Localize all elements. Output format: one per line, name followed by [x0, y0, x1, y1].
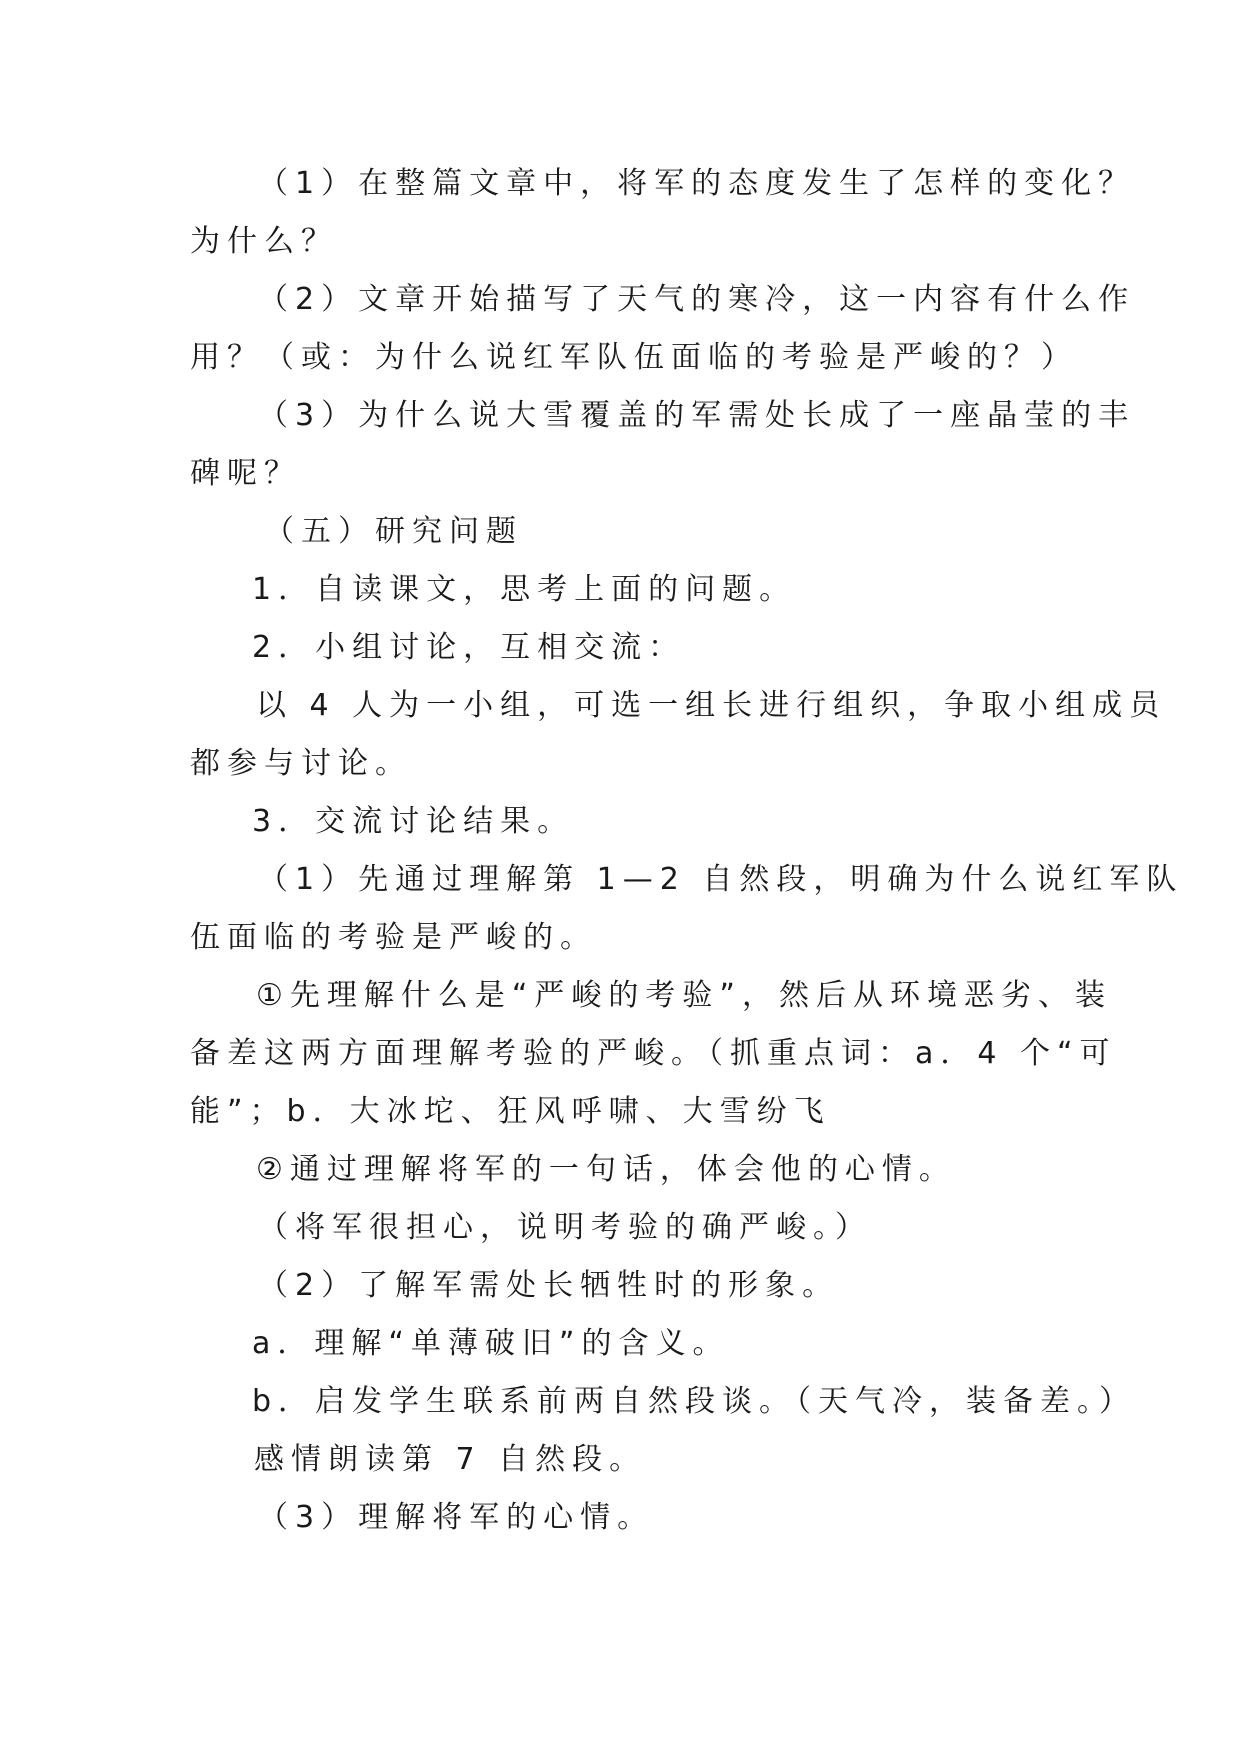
item-circled-2-answer: （将军很担心，说明考验的确严峻。）: [258, 1210, 872, 1245]
point-2-item-b: b．启发学生联系前两自然段谈。（天气冷，装备差。）: [252, 1384, 1137, 1419]
point-1-line-1: （1）先通过理解第 1—2 自然段，明确为什么说红军队: [258, 862, 1184, 897]
item-circled-1-line-2: 备差这两方面理解考验的严峻。（抓重点词：a．4 个“可: [190, 1036, 1117, 1071]
item-circled-2: ②通过理解将军的一句话，体会他的心情。: [256, 1152, 956, 1187]
step-3: 3．交流讨论结果。: [252, 804, 575, 839]
step-1: 1．自读课文，思考上面的问题。: [252, 572, 797, 607]
item-circled-1-line-1: ①先理解什么是“严峻的考验”，然后从环境恶劣、装: [256, 978, 1112, 1013]
question-3-line-1: （3）为什么说大雪覆盖的军需处长成了一座晶莹的丰: [258, 398, 1136, 433]
section-heading: （五）研究问题: [264, 514, 523, 549]
question-2-line-2: 用？（或：为什么说红军队伍面临的考验是严峻的？）: [190, 340, 1078, 375]
item-circled-1-line-3: 能”；b．大冰坨、狂风呼啸、大雪纷飞: [190, 1094, 831, 1129]
point-2: （2）了解军需处长牺牲时的形象。: [258, 1268, 840, 1303]
group-paragraph-line-1: 以 4 人为一小组，可选一组长进行组织，争取小组成员: [256, 688, 1167, 723]
point-1-line-2: 伍面临的考验是严峻的。: [190, 920, 597, 955]
question-1-line-2: 为什么？: [190, 224, 338, 259]
question-3-line-2: 碑呢？: [190, 456, 301, 491]
point-2-item-a: a．理解“单薄破旧”的含义。: [252, 1326, 730, 1361]
group-paragraph-line-2: 都参与讨论。: [190, 746, 412, 781]
point-3: （3）理解将军的心情。: [258, 1500, 655, 1535]
reading-instruction: 感情朗读第 7 自然段。: [254, 1442, 647, 1477]
step-2: 2．小组讨论，互相交流：: [252, 630, 686, 665]
question-1-line-1: （1）在整篇文章中，将军的态度发生了怎样的变化？: [258, 166, 1136, 201]
question-2-line-1: （2）文章开始描写了天气的寒冷，这一内容有什么作: [258, 282, 1136, 317]
